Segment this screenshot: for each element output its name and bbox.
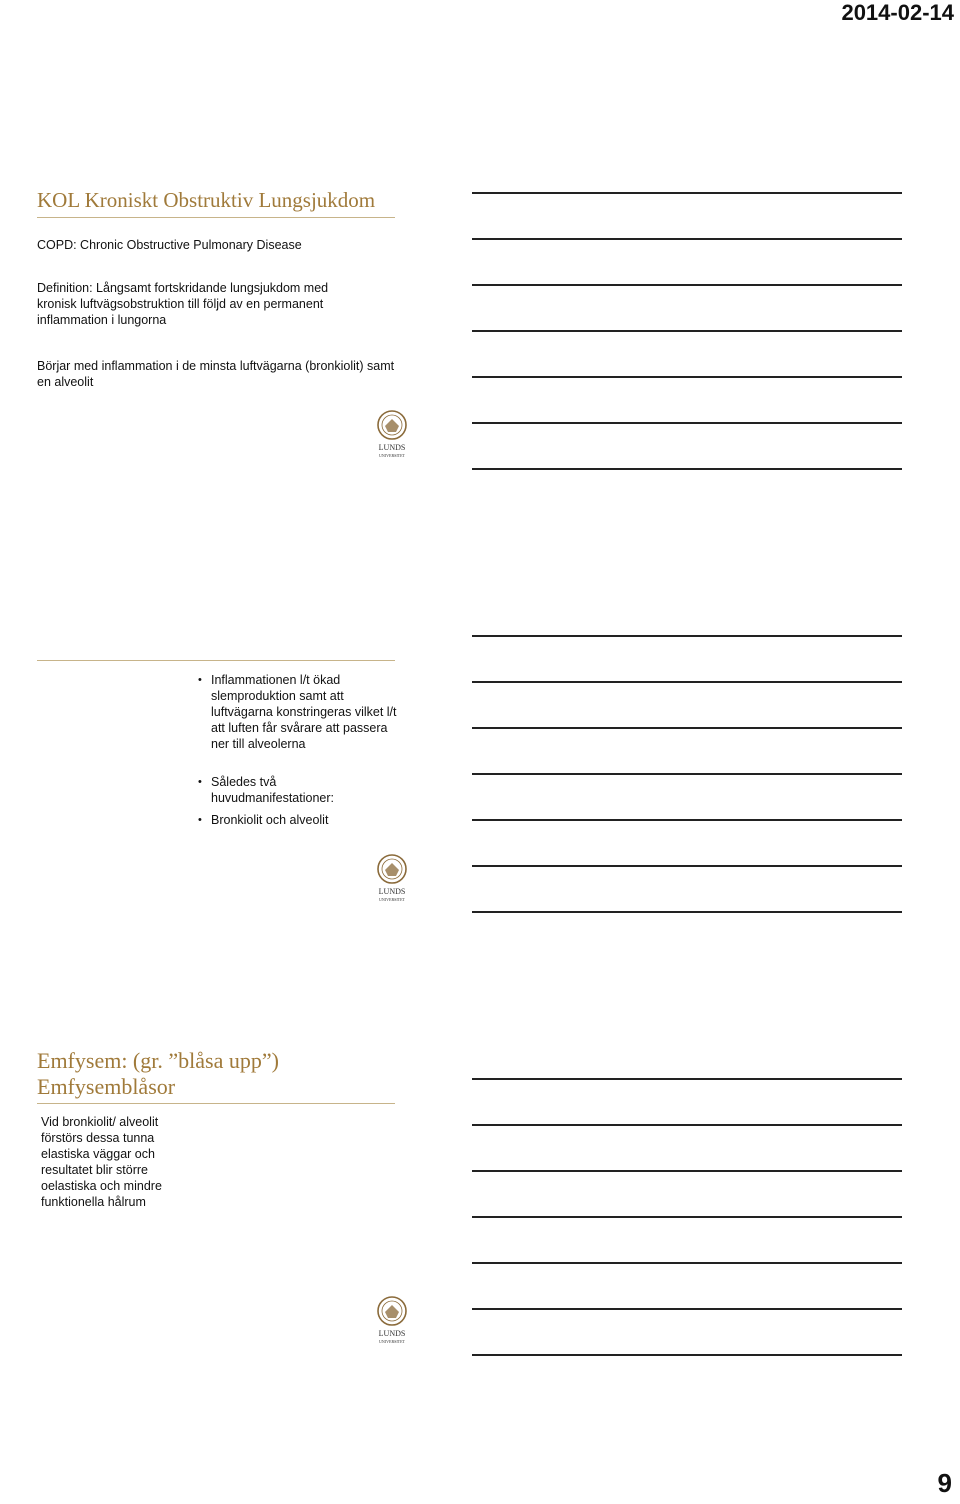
note-line [472,1078,902,1080]
note-line [472,376,902,378]
bullet-item: • Bronkiolit och alveolit [198,812,398,828]
notes-area [472,635,902,925]
slide-title [37,1048,407,1100]
note-line [472,911,902,913]
title-rule [37,1103,395,1104]
title-rule [37,217,395,218]
title-rule [37,660,395,661]
notes-area [472,1078,902,1368]
slide-2 [0,594,960,1034]
university-logo [372,410,412,460]
slide-title-line: Emfysemblåsor [37,1074,176,1099]
svg-text:UNIVERSITET: UNIVERSITET [379,1339,405,1344]
svg-text:UNIVERSITET: UNIVERSITET [379,897,405,902]
slide-text-emphysema: Vid bronkiolit/ alveolit förstörs dessa tunna elastiska väggar och resultatet blir större oelastiska och mindre funktionella hålrum [41,1115,162,1209]
note-line [472,330,902,332]
svg-text:LUNDS: LUNDS [378,443,406,452]
university-logo [372,854,412,904]
note-line [472,773,902,775]
slide-text-copd: COPD: Chronic Obstructive Pulmonary Disease [37,238,302,252]
note-line [472,1308,902,1310]
note-line [472,1262,902,1264]
svg-text:LUNDS: LUNDS [378,887,406,896]
slide-text-definition: Definition: Långsamt fortskridande lungsjukdom med kronisk luftvägsobstruktion till följd av en permanent inflammation i lungorna [37,281,329,327]
note-line [472,192,902,194]
bullet-item: • Inflammationen l/t ökad slemproduktion samt att luftvägarna konstringeras vilket l/t att luften får svårare att passera ner till alveolerna [198,672,398,752]
bullet-list [198,672,398,828]
svg-text:UNIVERSITET: UNIVERSITET [379,453,405,458]
page-number: 9 [937,1468,952,1498]
slide-title: KOL Kroniskt Obstruktiv Lungsjukdom [37,188,376,212]
svg-text:LUNDS: LUNDS [378,1329,406,1338]
note-line [472,238,902,240]
notes-area [472,192,902,482]
note-line [472,1216,902,1218]
bullet-item: • Således två huvudmanifestationer: [198,774,398,806]
note-line [472,727,902,729]
slide-3 [0,1036,960,1476]
note-line [472,284,902,286]
note-line [472,468,902,470]
slide-title-line: Emfysem: (gr. ”blåsa upp”) [37,1048,279,1073]
slide-text-onset: Börjar med inflammation i de minsta luftvägarna (bronkiolit) samt en alveolit [37,359,395,389]
note-line [472,1354,902,1356]
handout-date: 2014-02-14 [841,0,954,25]
note-line [472,1124,902,1126]
note-line [472,681,902,683]
slide-1 [0,150,960,590]
note-line [472,1170,902,1172]
note-line [472,422,902,424]
note-line [472,865,902,867]
note-line [472,819,902,821]
university-logo [372,1296,412,1346]
note-line [472,635,902,637]
